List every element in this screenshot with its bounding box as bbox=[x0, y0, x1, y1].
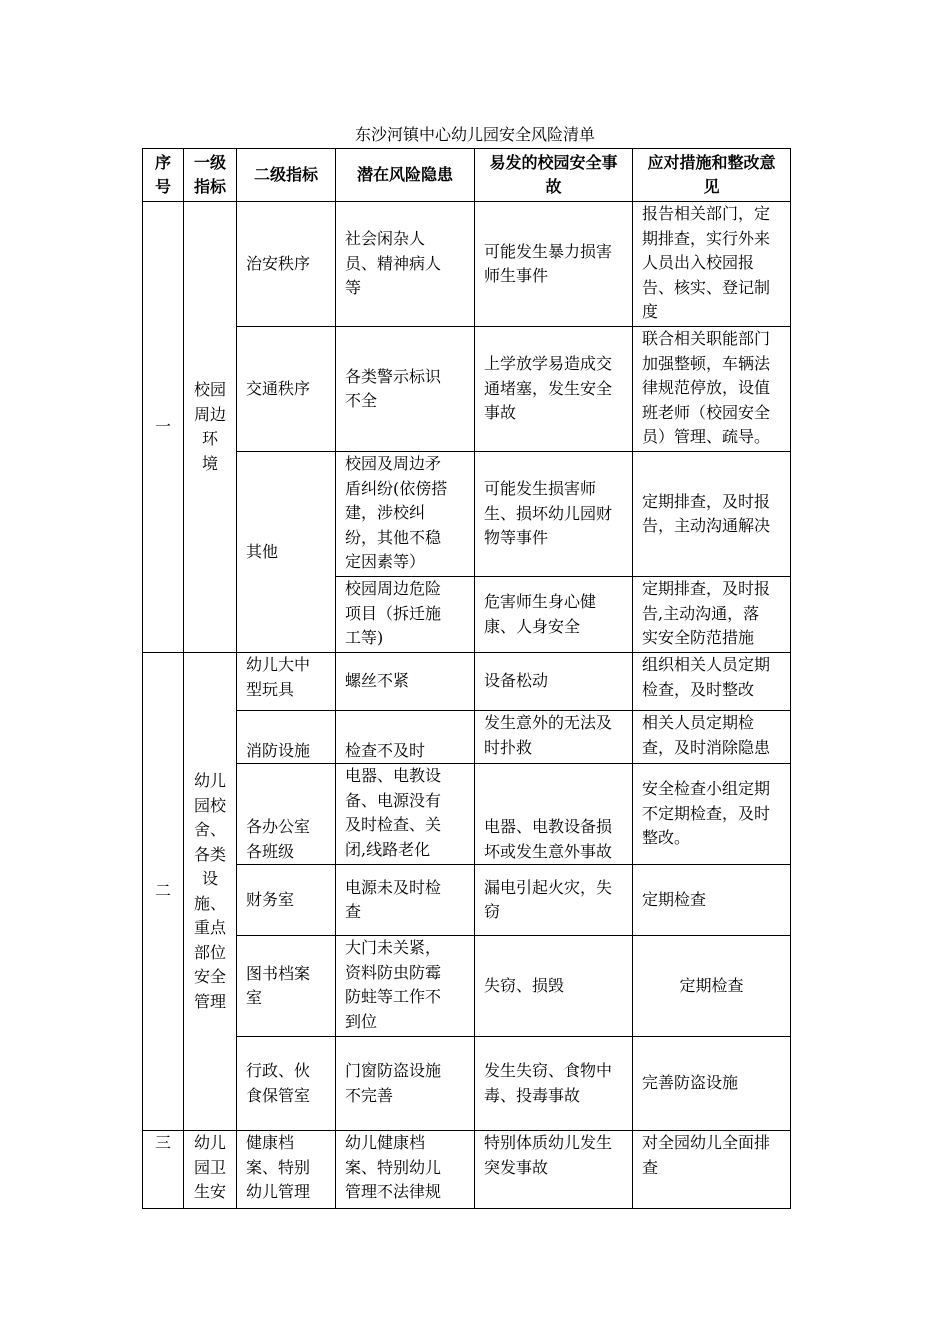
risk-cell: 校园周边危险 项目（拆迁施 工等) bbox=[336, 577, 475, 653]
measure-cell: 定期检查 bbox=[633, 936, 791, 1037]
header-measure: 应对措施和整改意 见 bbox=[633, 149, 791, 202]
accident-cell: 漏电引起火灾，失 窃 bbox=[475, 865, 633, 936]
header-level1: 一级 指标 bbox=[184, 149, 237, 202]
accident-cell: 失窃、损毁 bbox=[475, 936, 633, 1037]
risk-table bbox=[142, 148, 791, 1209]
level2-cell: 财务室 bbox=[237, 865, 336, 936]
table-row bbox=[143, 653, 791, 711]
risk-cell: 门窗防盗设施 不完善 bbox=[336, 1037, 475, 1131]
table-row bbox=[143, 865, 791, 936]
level2-cell: 健康档 案、特别 幼儿管理 bbox=[237, 1131, 336, 1209]
accident-cell: 电器、电教设备损 坏或发生意外事故 bbox=[475, 764, 633, 865]
section-3-level1: 幼儿 园卫 生安 bbox=[184, 1131, 237, 1209]
section-1-seq: 一 bbox=[143, 202, 184, 653]
header-accident: 易发的校园安全事 故 bbox=[475, 149, 633, 202]
section-2-level1: 幼儿 园校 舍、 各类 设 施、 重点 部位 安全 管理 bbox=[184, 653, 237, 1131]
risk-cell: 各类警示标识 不全 bbox=[336, 327, 475, 452]
level2-cell: 幼儿大中 型玩具 bbox=[237, 653, 336, 711]
table-row bbox=[143, 711, 791, 764]
risk-cell: 检查不及时 bbox=[336, 711, 475, 764]
header-seq: 序 号 bbox=[143, 149, 184, 202]
level2-cell: 消防设施 bbox=[237, 711, 336, 764]
level2-cell: 治安秩序 bbox=[237, 202, 336, 327]
table-row bbox=[143, 202, 791, 327]
table-header-row bbox=[143, 149, 791, 202]
accident-cell: 可能发生损害师 生、损坏幼儿园财 物等事件 bbox=[475, 452, 633, 577]
measure-cell: 相关人员定期检 查，及时消除隐患 bbox=[633, 711, 791, 764]
level2-cell: 交通秩序 bbox=[237, 327, 336, 452]
table-row bbox=[143, 1131, 791, 1209]
accident-cell: 可能发生暴力损害 师生事件 bbox=[475, 202, 633, 327]
level2-cell: 各办公室 各班级 bbox=[237, 764, 336, 865]
accident-cell: 设备松动 bbox=[475, 653, 633, 711]
table-row bbox=[143, 764, 791, 865]
level2-cell: 图书档案 室 bbox=[237, 936, 336, 1037]
table-row bbox=[143, 327, 791, 452]
risk-cell: 幼儿健康档 案、特别幼儿 管理不法律规 bbox=[336, 1131, 475, 1209]
accident-cell: 特别体质幼儿发生 突发事故 bbox=[475, 1131, 633, 1209]
measure-cell: 完善防盗设施 bbox=[633, 1037, 791, 1131]
risk-cell: 螺丝不紧 bbox=[336, 653, 475, 711]
measure-cell: 组织相关人员定期 检查，及时整改 bbox=[633, 653, 791, 711]
measure-cell: 定期检查 bbox=[633, 865, 791, 936]
table-row bbox=[143, 452, 791, 577]
risk-cell: 校园及周边矛 盾纠纷(依傍搭 建，涉校纠 纷，其他不稳 定因素等） bbox=[336, 452, 475, 577]
risk-cell: 电器、电教设 备、电源没有 及时检查、关 闭,线路老化 bbox=[336, 764, 475, 865]
risk-cell: 大门未关紧， 资料防虫防霉 防蛀等工作不 到位 bbox=[336, 936, 475, 1037]
section-2-seq: 二 bbox=[143, 653, 184, 1131]
accident-cell: 上学放学易造成交 通堵塞，发生安全 事故 bbox=[475, 327, 633, 452]
measure-cell: 联合相关职能部门 加强整顿，车辆法 律规范停放，设值 班老师（校园安全 员）管理、疏导。 bbox=[633, 327, 791, 452]
header-risk: 潜在风险隐患 bbox=[336, 149, 475, 202]
risk-cell: 电源未及时检 查 bbox=[336, 865, 475, 936]
measure-cell: 定期排查，及时报 告,主动沟通，落 实安全防范措施 bbox=[633, 577, 791, 653]
table-row bbox=[143, 1037, 791, 1131]
accident-cell: 危害师生身心健 康、人身安全 bbox=[475, 577, 633, 653]
risk-cell: 社会闲杂人 员、精神病人 等 bbox=[336, 202, 475, 327]
accident-cell: 发生失窃、食物中 毒、投毒事故 bbox=[475, 1037, 633, 1131]
section-1-level1: 校园 周边 环 境 bbox=[184, 202, 237, 653]
section-3-seq: 三 bbox=[143, 1131, 184, 1209]
measure-cell: 报告相关部门，定 期排查，实行外来 人员出入校园报 告、核实、登记制 度 bbox=[633, 202, 791, 327]
accident-cell: 发生意外的无法及 时扑救 bbox=[475, 711, 633, 764]
measure-cell: 定期排查，及时报 告，主动沟通解决 bbox=[633, 452, 791, 577]
header-level2: 二级指标 bbox=[237, 149, 336, 202]
level2-cell: 其他 bbox=[237, 452, 336, 653]
measure-cell: 对全园幼儿全面排 查 bbox=[633, 1131, 791, 1209]
measure-cell: 安全检查小组定期 不定期检查，及时 整改。 bbox=[633, 764, 791, 865]
document-title: 东沙河镇中心幼儿园安全风险清单 bbox=[354, 125, 595, 144]
level2-cell: 行政、伙 食保管室 bbox=[237, 1037, 336, 1131]
table-row bbox=[143, 936, 791, 1037]
